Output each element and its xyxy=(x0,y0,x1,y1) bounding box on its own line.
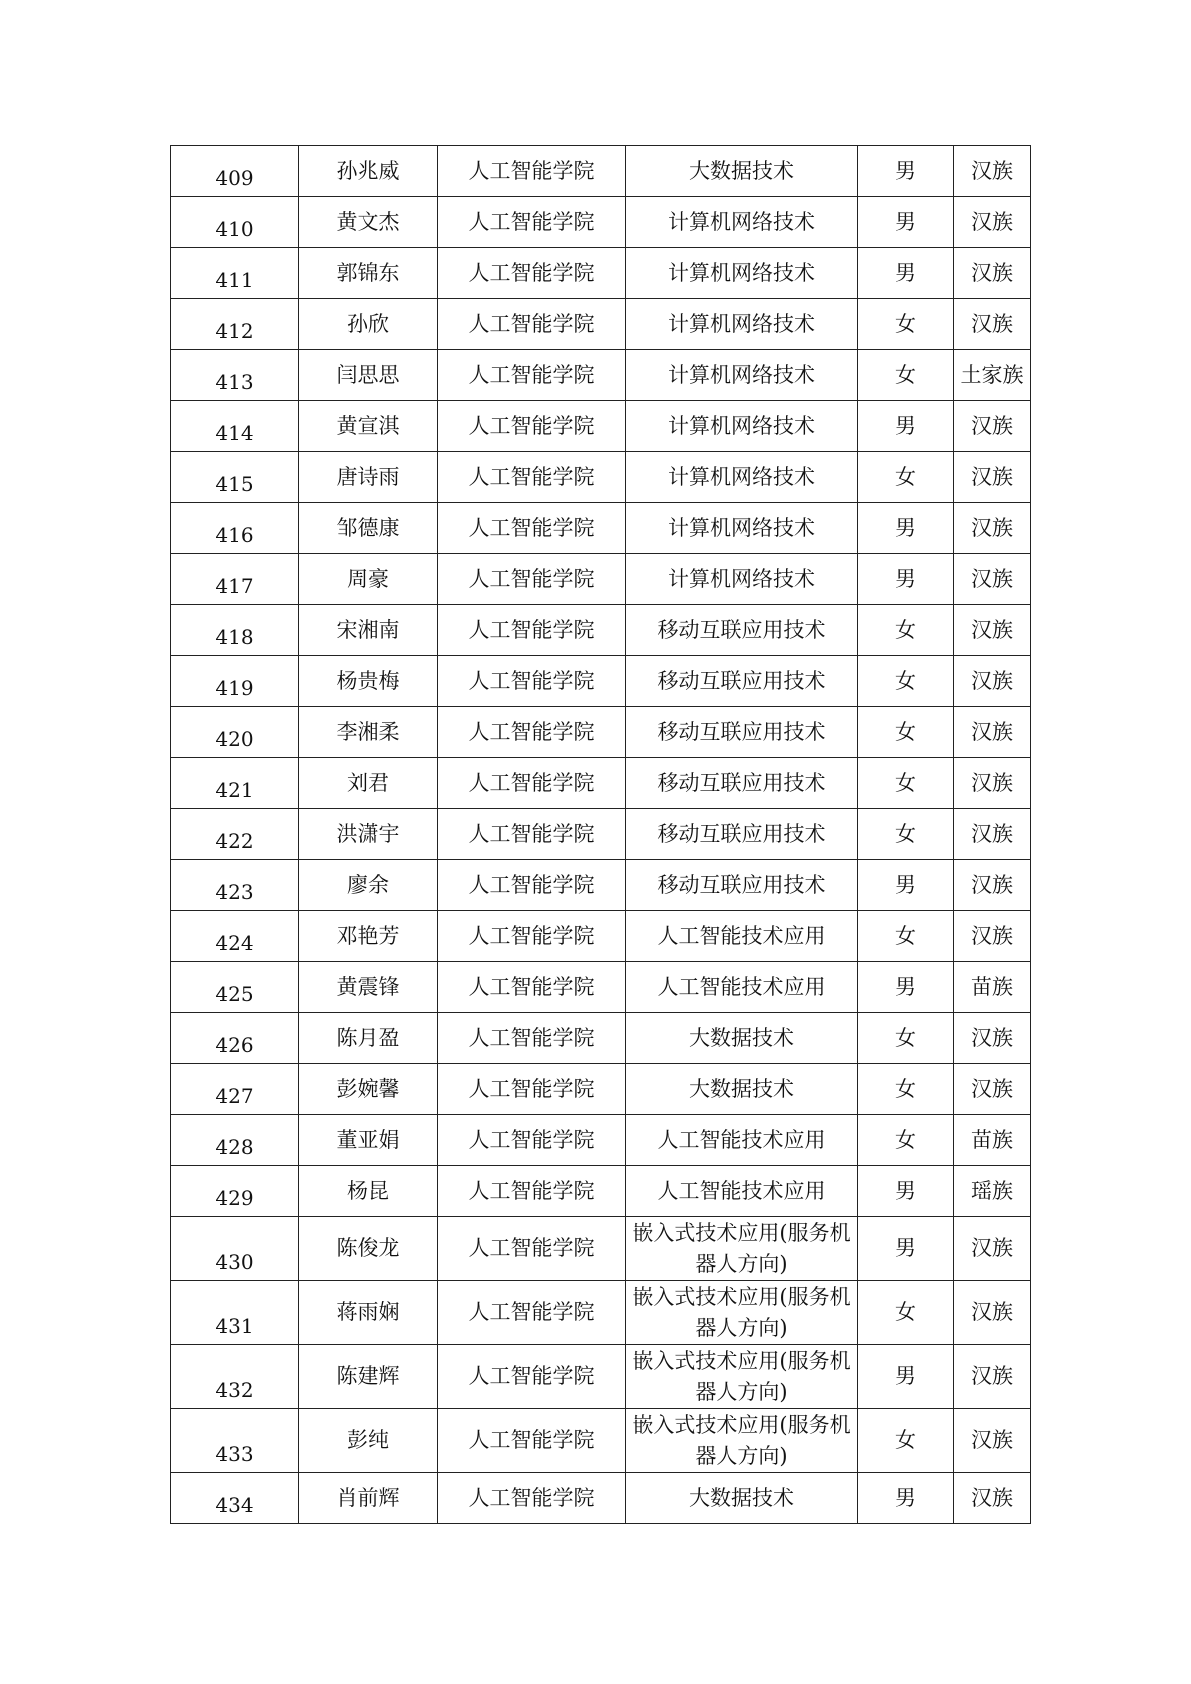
ethnicity-cell: 汉族 xyxy=(954,503,1031,554)
major-name-cell: 计算机网络技术 xyxy=(626,350,858,401)
major-name-cell: 大数据技术 xyxy=(626,1064,858,1115)
college-name-cell: 人工智能学院 xyxy=(438,146,626,197)
major-name-cell: 人工智能技术应用 xyxy=(626,1166,858,1217)
table-row xyxy=(171,452,1031,503)
gender-cell: 男 xyxy=(858,1345,954,1409)
college-name-cell: 人工智能学院 xyxy=(438,1409,626,1473)
table-row xyxy=(171,350,1031,401)
row-number-cell: 412 xyxy=(171,299,299,350)
student-name-cell: 杨昆 xyxy=(299,1166,438,1217)
row-number-cell: 416 xyxy=(171,503,299,554)
row-number-cell: 414 xyxy=(171,401,299,452)
student-name-cell: 肖前辉 xyxy=(299,1473,438,1524)
row-number-cell: 422 xyxy=(171,809,299,860)
gender-cell: 男 xyxy=(858,1166,954,1217)
major-name-cell: 计算机网络技术 xyxy=(626,503,858,554)
gender-cell: 女 xyxy=(858,1409,954,1473)
row-number-cell: 430 xyxy=(171,1217,299,1281)
table-row xyxy=(171,1345,1031,1409)
major-name-cell: 移动互联应用技术 xyxy=(626,860,858,911)
college-name-cell: 人工智能学院 xyxy=(438,1013,626,1064)
major-name-cell: 嵌入式技术应用(服务机器人方向) xyxy=(626,1281,858,1345)
ethnicity-cell: 汉族 xyxy=(954,554,1031,605)
college-name-cell: 人工智能学院 xyxy=(438,1281,626,1345)
table-row xyxy=(171,1166,1031,1217)
student-name-cell: 彭婉馨 xyxy=(299,1064,438,1115)
table-row xyxy=(171,911,1031,962)
row-number-cell: 424 xyxy=(171,911,299,962)
table-row xyxy=(171,707,1031,758)
college-name-cell: 人工智能学院 xyxy=(438,911,626,962)
ethnicity-cell: 苗族 xyxy=(954,1115,1031,1166)
student-list-body xyxy=(171,146,1031,1524)
row-number-cell: 419 xyxy=(171,656,299,707)
gender-cell: 女 xyxy=(858,1064,954,1115)
student-name-cell: 郭锦东 xyxy=(299,248,438,299)
table-row xyxy=(171,962,1031,1013)
college-name-cell: 人工智能学院 xyxy=(438,860,626,911)
ethnicity-cell: 苗族 xyxy=(954,962,1031,1013)
college-name-cell: 人工智能学院 xyxy=(438,503,626,554)
ethnicity-cell: 汉族 xyxy=(954,299,1031,350)
gender-cell: 女 xyxy=(858,809,954,860)
student-name-cell: 杨贵梅 xyxy=(299,656,438,707)
student-name-cell: 李湘柔 xyxy=(299,707,438,758)
table-row xyxy=(171,1217,1031,1281)
table-row xyxy=(171,860,1031,911)
major-name-cell: 计算机网络技术 xyxy=(626,452,858,503)
college-name-cell: 人工智能学院 xyxy=(438,401,626,452)
row-number-cell: 425 xyxy=(171,962,299,1013)
table-row xyxy=(171,809,1031,860)
student-name-cell: 孙兆威 xyxy=(299,146,438,197)
student-name-cell: 孙欣 xyxy=(299,299,438,350)
student-name-cell: 刘君 xyxy=(299,758,438,809)
major-name-cell: 大数据技术 xyxy=(626,146,858,197)
gender-cell: 女 xyxy=(858,758,954,809)
ethnicity-cell: 汉族 xyxy=(954,146,1031,197)
table-row xyxy=(171,299,1031,350)
college-name-cell: 人工智能学院 xyxy=(438,554,626,605)
ethnicity-cell: 汉族 xyxy=(954,1064,1031,1115)
student-name-cell: 宋湘南 xyxy=(299,605,438,656)
gender-cell: 男 xyxy=(858,1473,954,1524)
ethnicity-cell: 汉族 xyxy=(954,605,1031,656)
student-name-cell: 董亚娟 xyxy=(299,1115,438,1166)
ethnicity-cell: 汉族 xyxy=(954,911,1031,962)
major-name-cell: 计算机网络技术 xyxy=(626,299,858,350)
ethnicity-cell: 汉族 xyxy=(954,1409,1031,1473)
ethnicity-cell: 汉族 xyxy=(954,1217,1031,1281)
table-row xyxy=(171,656,1031,707)
table-row xyxy=(171,503,1031,554)
gender-cell: 男 xyxy=(858,248,954,299)
major-name-cell: 大数据技术 xyxy=(626,1013,858,1064)
row-number-cell: 434 xyxy=(171,1473,299,1524)
college-name-cell: 人工智能学院 xyxy=(438,605,626,656)
college-name-cell: 人工智能学院 xyxy=(438,758,626,809)
gender-cell: 女 xyxy=(858,707,954,758)
ethnicity-cell: 汉族 xyxy=(954,656,1031,707)
ethnicity-cell: 汉族 xyxy=(954,1013,1031,1064)
student-name-cell: 蒋雨娴 xyxy=(299,1281,438,1345)
table-row xyxy=(171,1409,1031,1473)
college-name-cell: 人工智能学院 xyxy=(438,350,626,401)
table-row xyxy=(171,248,1031,299)
row-number-cell: 415 xyxy=(171,452,299,503)
row-number-cell: 418 xyxy=(171,605,299,656)
ethnicity-cell: 汉族 xyxy=(954,452,1031,503)
college-name-cell: 人工智能学院 xyxy=(438,248,626,299)
student-name-cell: 陈建辉 xyxy=(299,1345,438,1409)
gender-cell: 女 xyxy=(858,1115,954,1166)
table-row xyxy=(171,1281,1031,1345)
student-name-cell: 闫思思 xyxy=(299,350,438,401)
college-name-cell: 人工智能学院 xyxy=(438,707,626,758)
student-name-cell: 陈月盈 xyxy=(299,1013,438,1064)
college-name-cell: 人工智能学院 xyxy=(438,809,626,860)
gender-cell: 女 xyxy=(858,911,954,962)
row-number-cell: 431 xyxy=(171,1281,299,1345)
row-number-cell: 420 xyxy=(171,707,299,758)
major-name-cell: 移动互联应用技术 xyxy=(626,707,858,758)
student-name-cell: 唐诗雨 xyxy=(299,452,438,503)
college-name-cell: 人工智能学院 xyxy=(438,1345,626,1409)
table-row xyxy=(171,1013,1031,1064)
row-number-cell: 432 xyxy=(171,1345,299,1409)
ethnicity-cell: 汉族 xyxy=(954,860,1031,911)
major-name-cell: 嵌入式技术应用(服务机器人方向) xyxy=(626,1345,858,1409)
row-number-cell: 426 xyxy=(171,1013,299,1064)
row-number-cell: 423 xyxy=(171,860,299,911)
student-name-cell: 黄宣淇 xyxy=(299,401,438,452)
ethnicity-cell: 瑶族 xyxy=(954,1166,1031,1217)
gender-cell: 女 xyxy=(858,1281,954,1345)
student-list-table-wrapper xyxy=(170,145,1031,1524)
gender-cell: 男 xyxy=(858,962,954,1013)
ethnicity-cell: 汉族 xyxy=(954,1473,1031,1524)
ethnicity-cell: 汉族 xyxy=(954,401,1031,452)
gender-cell: 女 xyxy=(858,605,954,656)
college-name-cell: 人工智能学院 xyxy=(438,1217,626,1281)
major-name-cell: 移动互联应用技术 xyxy=(626,656,858,707)
table-row xyxy=(171,1115,1031,1166)
row-number-cell: 417 xyxy=(171,554,299,605)
gender-cell: 男 xyxy=(858,401,954,452)
college-name-cell: 人工智能学院 xyxy=(438,299,626,350)
row-number-cell: 410 xyxy=(171,197,299,248)
major-name-cell: 计算机网络技术 xyxy=(626,248,858,299)
major-name-cell: 移动互联应用技术 xyxy=(626,605,858,656)
row-number-cell: 428 xyxy=(171,1115,299,1166)
gender-cell: 男 xyxy=(858,860,954,911)
gender-cell: 女 xyxy=(858,299,954,350)
row-number-cell: 427 xyxy=(171,1064,299,1115)
major-name-cell: 大数据技术 xyxy=(626,1473,858,1524)
college-name-cell: 人工智能学院 xyxy=(438,452,626,503)
student-name-cell: 邹德康 xyxy=(299,503,438,554)
gender-cell: 男 xyxy=(858,503,954,554)
student-name-cell: 周豪 xyxy=(299,554,438,605)
major-name-cell: 计算机网络技术 xyxy=(626,554,858,605)
gender-cell: 男 xyxy=(858,197,954,248)
table-row xyxy=(171,758,1031,809)
row-number-cell: 421 xyxy=(171,758,299,809)
ethnicity-cell: 汉族 xyxy=(954,197,1031,248)
ethnicity-cell: 汉族 xyxy=(954,1345,1031,1409)
major-name-cell: 人工智能技术应用 xyxy=(626,911,858,962)
major-name-cell: 嵌入式技术应用(服务机器人方向) xyxy=(626,1217,858,1281)
gender-cell: 男 xyxy=(858,554,954,605)
ethnicity-cell: 汉族 xyxy=(954,809,1031,860)
major-name-cell: 人工智能技术应用 xyxy=(626,1115,858,1166)
college-name-cell: 人工智能学院 xyxy=(438,1473,626,1524)
college-name-cell: 人工智能学院 xyxy=(438,1166,626,1217)
table-row xyxy=(171,401,1031,452)
student-name-cell: 邓艳芳 xyxy=(299,911,438,962)
student-name-cell: 彭纯 xyxy=(299,1409,438,1473)
student-name-cell: 陈俊龙 xyxy=(299,1217,438,1281)
ethnicity-cell: 汉族 xyxy=(954,707,1031,758)
major-name-cell: 人工智能技术应用 xyxy=(626,962,858,1013)
student-list-table xyxy=(170,145,1031,1524)
ethnicity-cell: 汉族 xyxy=(954,1281,1031,1345)
major-name-cell: 移动互联应用技术 xyxy=(626,809,858,860)
student-name-cell: 黄震锋 xyxy=(299,962,438,1013)
gender-cell: 男 xyxy=(858,146,954,197)
gender-cell: 女 xyxy=(858,350,954,401)
gender-cell: 女 xyxy=(858,1013,954,1064)
major-name-cell: 嵌入式技术应用(服务机器人方向) xyxy=(626,1409,858,1473)
major-name-cell: 移动互联应用技术 xyxy=(626,758,858,809)
college-name-cell: 人工智能学院 xyxy=(438,1115,626,1166)
row-number-cell: 411 xyxy=(171,248,299,299)
college-name-cell: 人工智能学院 xyxy=(438,656,626,707)
student-name-cell: 黄文杰 xyxy=(299,197,438,248)
student-name-cell: 廖余 xyxy=(299,860,438,911)
college-name-cell: 人工智能学院 xyxy=(438,1064,626,1115)
table-row xyxy=(171,1473,1031,1524)
gender-cell: 女 xyxy=(858,452,954,503)
gender-cell: 男 xyxy=(858,1217,954,1281)
table-row xyxy=(171,554,1031,605)
row-number-cell: 413 xyxy=(171,350,299,401)
table-row xyxy=(171,1064,1031,1115)
table-row xyxy=(171,197,1031,248)
table-row xyxy=(171,146,1031,197)
major-name-cell: 计算机网络技术 xyxy=(626,401,858,452)
row-number-cell: 409 xyxy=(171,146,299,197)
table-row xyxy=(171,605,1031,656)
row-number-cell: 429 xyxy=(171,1166,299,1217)
ethnicity-cell: 汉族 xyxy=(954,248,1031,299)
major-name-cell: 计算机网络技术 xyxy=(626,197,858,248)
ethnicity-cell: 土家族 xyxy=(954,350,1031,401)
ethnicity-cell: 汉族 xyxy=(954,758,1031,809)
college-name-cell: 人工智能学院 xyxy=(438,962,626,1013)
student-name-cell: 洪潇宇 xyxy=(299,809,438,860)
college-name-cell: 人工智能学院 xyxy=(438,197,626,248)
row-number-cell: 433 xyxy=(171,1409,299,1473)
gender-cell: 女 xyxy=(858,656,954,707)
